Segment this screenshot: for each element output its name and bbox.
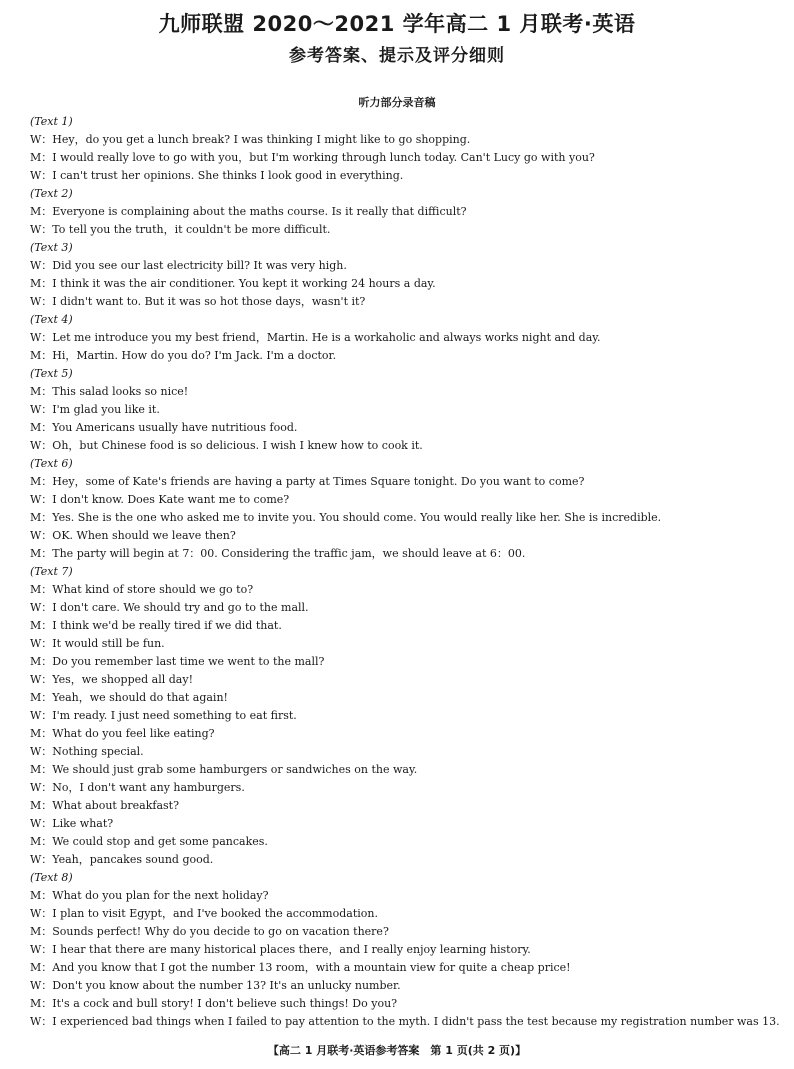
dialogue-line: W：I'm glad you like it. [30, 403, 160, 416]
dialogue-line: W：I can't trust her opinions. She thinks I look good in everything. [30, 169, 404, 182]
dialogue-line: M：Hi，Martin. How do you do? I'm Jack. I'm a doctor. [30, 349, 337, 362]
dialogue-line: M：What kind of store should we go to? [30, 583, 254, 596]
dialogue-line: M：Everyone is complaining about the maths course. Is it really that difficult? [30, 205, 467, 218]
transcript-list [30, 113, 780, 1031]
dialogue-line: W：Don't you know about the number 13? It's an unlucky number. [30, 979, 401, 992]
dialogue-line: W：Nothing special. [30, 745, 144, 758]
dialogue-line: M：What about breakfast? [30, 799, 179, 812]
dialogue-line: W：Let me introduce you my best friend，Martin. He is a workaholic and always works night and day. [30, 331, 601, 344]
text-label: (Text 7) [30, 565, 73, 578]
dialogue-line: W：Yeah，pancakes sound good. [30, 853, 214, 866]
dialogue-line: M：You Americans usually have nutritious food. [30, 421, 298, 434]
text-label: (Text 1) [30, 115, 73, 128]
dialogue-line: M：Yeah，we should do that again! [30, 691, 228, 704]
page-footer: 【高二 1 月联考·英语参考答案 第 1 页(共 2 页)】 [267, 1044, 527, 1057]
section-title: 听力部分录音稿 [358, 96, 436, 109]
dialogue-line: M：Sounds perfect! Why do you decide to go on vacation there? [30, 925, 389, 938]
dialogue-line: M：Do you remember last time we went to the mall? [30, 655, 325, 668]
text-label: (Text 5) [30, 367, 73, 380]
dialogue-line: M：What do you plan for the next holiday? [30, 889, 269, 902]
dialogue-line: M：And you know that I got the number 13 room，with a mountain view for quite a cheap price! [30, 961, 571, 974]
dialogue-line: W：I hear that there are many historical places there，and I really enjoy learning history. [30, 943, 531, 956]
dialogue-line: W：No，I don't want any hamburgers. [30, 781, 245, 794]
dialogue-line: W：Oh，but Chinese food is so delicious. I wish I knew how to cook it. [30, 439, 423, 452]
dialogue-line: W：Like what? [30, 817, 114, 830]
dialogue-line: M：I think we'd be really tired if we did that. [30, 619, 282, 632]
dialogue-line: W：Hey，do you get a lunch break? I was thinking I might like to go shopping. [30, 133, 471, 146]
dialogue-line: W：I'm ready. I just need something to eat first. [30, 709, 297, 722]
text-label: (Text 3) [30, 241, 73, 254]
dialogue-line: W：I don't care. We should try and go to the mall. [30, 601, 309, 614]
dialogue-line: W：I didn't want to. But it was so hot those days，wasn't it? [30, 295, 366, 308]
document-subtitle: 参考答案、提示及评分细则 [289, 46, 505, 66]
dialogue-line: M：We could stop and get some pancakes. [30, 835, 268, 848]
dialogue-line: M：We should just grab some hamburgers or sandwiches on the way. [30, 763, 418, 776]
text-label: (Text 8) [30, 871, 73, 884]
text-label: (Text 2) [30, 187, 73, 200]
dialogue-line: M：Yes. She is the one who asked me to invite you. You should come. You would really like her. She is incredible. [30, 511, 662, 524]
dialogue-line: W：It would still be fun. [30, 637, 165, 650]
dialogue-line: W：OK. When should we leave then? [30, 529, 236, 542]
dialogue-line: W：I don't know. Does Kate want me to come? [30, 493, 290, 506]
dialogue-line: W：Did you see our last electricity bill? It was very high. [30, 259, 347, 272]
dialogue-line: M：What do you feel like eating? [30, 727, 215, 740]
dialogue-line: W：I plan to visit Egypt，and I've booked the accommodation. [30, 907, 378, 920]
dialogue-line: M：Hey，some of Kate's friends are having a party at Times Square tonight. Do you want to come? [30, 475, 585, 488]
text-label: (Text 4) [30, 313, 73, 326]
dialogue-line: W：I experienced bad things when I failed to pay attention to the myth. I didn't pass the test because my registration number was 13. [30, 1015, 780, 1028]
dialogue-line: M：I would really love to go with you，but I'm working through lunch today. Can't Lucy go with you? [30, 151, 595, 164]
dialogue-line: M：It's a cock and bull story! I don't believe such things! Do you? [30, 997, 398, 1010]
text-label: (Text 6) [30, 457, 73, 470]
document-title: 九师联盟 2020～2021 学年高二 1 月联考·英语 [158, 12, 636, 36]
dialogue-line: W：Yes，we shopped all day! [30, 673, 193, 686]
dialogue-line: M：I think it was the air conditioner. You kept it working 24 hours a day. [30, 277, 436, 290]
dialogue-line: W：To tell you the truth，it couldn't be more difficult. [30, 223, 331, 236]
dialogue-line: M：The party will begin at 7：00. Considering the traffic jam，we should leave at 6：00. [30, 547, 526, 560]
dialogue-line: M：This salad looks so nice! [30, 385, 189, 398]
